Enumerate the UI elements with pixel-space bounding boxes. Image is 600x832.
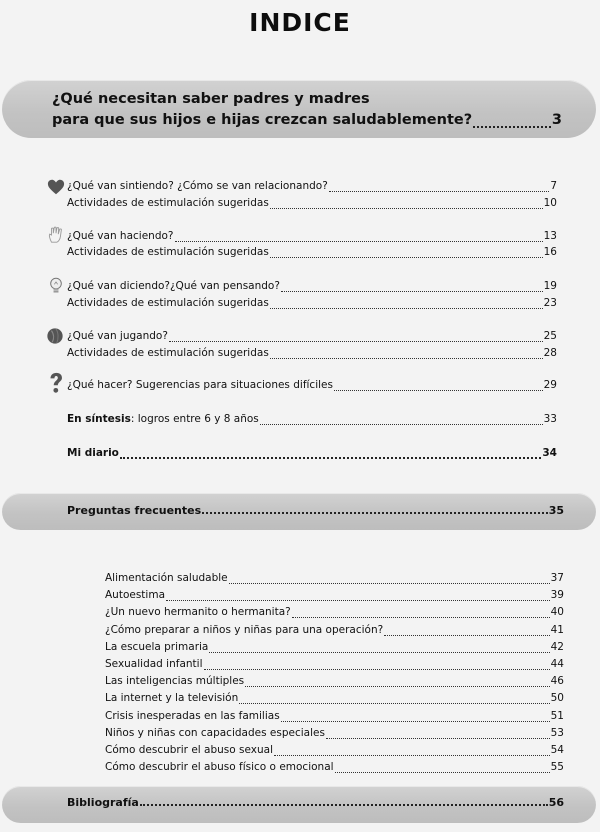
entry-label: Mi diario — [67, 447, 119, 459]
toc-entry[interactable] — [67, 180, 557, 195]
toc-entry-diary[interactable] — [67, 447, 557, 462]
page-number: 37 — [550, 572, 564, 584]
toc-entry-faq[interactable] — [67, 504, 564, 517]
page-number: 13 — [543, 230, 557, 242]
page-number: 55 — [550, 761, 564, 774]
toc-entry[interactable] — [67, 197, 557, 212]
entry-label: Actividades de estimulación sugeridas — [67, 246, 269, 258]
faq-entry[interactable] — [105, 589, 564, 604]
leader-dots — [204, 669, 550, 670]
leader-dots — [120, 457, 541, 459]
leader-dots — [334, 390, 543, 391]
page-title: INDICE — [249, 8, 351, 37]
main-section-line2: para que sus hijos e hijas crezcan saludablemente? — [52, 112, 473, 128]
page-number: 19 — [543, 280, 557, 292]
leader-dots — [270, 358, 543, 359]
entry-label: Cómo descubrir el abuso sexual — [105, 744, 273, 756]
faq-entry[interactable] — [105, 744, 564, 759]
entry-label: Preguntas frecuentes — [67, 504, 202, 517]
question-mark-icon — [47, 372, 65, 394]
page-number: 56 — [548, 796, 564, 809]
faq-entry[interactable] — [105, 727, 564, 742]
toc-entry[interactable] — [67, 280, 557, 295]
toc-entry-synthesis[interactable] — [67, 413, 557, 428]
leader-dots — [175, 241, 543, 242]
leader-dots — [260, 424, 543, 425]
entry-label: La escuela primaria — [105, 640, 209, 653]
toc-entry[interactable] — [67, 297, 557, 312]
entry-label: ¿Qué van jugando? — [67, 330, 168, 342]
page-number: 28 — [543, 347, 557, 359]
entry-label: Actividades de estimulación sugeridas — [67, 347, 269, 359]
entry-label: Actividades de estimulación sugeridas — [67, 197, 269, 209]
lightbulb-icon — [47, 277, 65, 295]
leader-dots — [270, 257, 543, 258]
entry-label: ¿Un nuevo hermanito o hermanita? — [105, 606, 291, 619]
toc-entry[interactable] — [67, 330, 557, 345]
faq-entry[interactable] — [105, 658, 564, 673]
page-number: 40 — [550, 606, 564, 619]
leader-dots — [245, 686, 549, 687]
entry-label: Alimentación saludable — [105, 572, 228, 584]
leader-dots — [292, 617, 550, 618]
hand-icon — [47, 226, 65, 244]
entry-label: Bibliografía — [67, 796, 139, 809]
entry-label: Niños y niñas con capacidades especiales — [105, 726, 325, 739]
page-number: 46 — [550, 675, 564, 688]
toc-entry[interactable] — [67, 347, 557, 362]
page-number: 29 — [543, 379, 557, 391]
synthesis-rest-label: : logros entre 6 y 8 años — [130, 413, 259, 425]
entry-label: Cómo descubrir el abuso físico o emocional — [105, 761, 334, 774]
page-number: 3 — [551, 112, 562, 128]
toc-entry[interactable] — [67, 379, 557, 394]
page-number: 51 — [550, 709, 564, 722]
entry-label: ¿Qué van diciendo?¿Qué van pensando? — [67, 280, 280, 292]
leader-dots — [270, 208, 543, 209]
page-number: 39 — [550, 589, 564, 602]
leader-dots — [209, 652, 549, 653]
faq-entry[interactable] — [105, 572, 564, 587]
entry-label: Sexualidad infantil — [105, 658, 203, 670]
leader-dots — [326, 738, 550, 739]
leader-dots — [169, 341, 543, 342]
leader-dots — [166, 600, 550, 601]
leader-dots — [335, 772, 550, 773]
heart-icon — [47, 178, 65, 196]
entry-label: ¿Cómo preparar a niños y niñas para una operación? — [105, 623, 384, 636]
toc-entry[interactable] — [67, 246, 557, 261]
faq-entry[interactable] — [105, 761, 564, 776]
leader-dots — [202, 512, 548, 514]
faq-entry[interactable] — [105, 710, 564, 725]
page-number: 54 — [550, 744, 564, 756]
leader-dots — [384, 635, 549, 636]
entry-label: Las inteligencias múltiples — [105, 675, 245, 688]
leader-dots — [274, 755, 550, 756]
page-number: 10 — [543, 197, 557, 209]
page-number: 50 — [550, 692, 564, 705]
leader-dots — [229, 583, 550, 584]
entry-label: ¿Qué van sintiendo? ¿Cómo se van relacionando? — [67, 180, 328, 192]
entry-label: ¿Qué van haciendo? — [67, 230, 174, 242]
leader-dots — [270, 308, 543, 309]
entry-label: ¿Qué hacer? Sugerencias para situaciones difíciles — [67, 379, 333, 391]
page-number: 25 — [543, 330, 557, 342]
page-number: 23 — [543, 297, 557, 309]
synthesis-bold-label: En síntesis — [67, 413, 131, 425]
faq-entry[interactable] — [105, 641, 564, 656]
leader-dots — [281, 291, 543, 292]
page-number: 41 — [550, 623, 564, 636]
entry-label: La internet y la televisión — [105, 692, 239, 705]
page-number: 53 — [550, 726, 564, 739]
faq-entry[interactable] — [105, 606, 564, 621]
page-number: 34 — [542, 447, 557, 459]
main-section-line1: ¿Qué necesitan saber padres y madres — [52, 91, 370, 107]
faq-entry[interactable] — [105, 692, 564, 707]
leader-dots — [281, 721, 550, 722]
page-number: 7 — [550, 180, 557, 192]
leader-dots — [239, 703, 549, 704]
entry-label: Crisis inesperadas en las familias — [105, 709, 280, 722]
leader-dots — [473, 126, 551, 128]
entry-label — [67, 413, 259, 425]
entry-label: Autoestima — [105, 589, 166, 602]
toc-entry-bibliography[interactable] — [67, 796, 564, 809]
toc-entry[interactable] — [67, 230, 557, 245]
page-number: 35 — [548, 504, 564, 517]
page-number: 42 — [550, 640, 564, 653]
faq-entry[interactable] — [105, 624, 564, 639]
main-section-entry[interactable] — [52, 89, 562, 131]
faq-entry[interactable] — [105, 675, 564, 690]
leader-dots — [140, 804, 548, 806]
page-number: 33 — [543, 413, 557, 425]
ball-icon — [46, 327, 64, 345]
page-number: 16 — [543, 246, 557, 258]
leader-dots — [329, 191, 550, 192]
page-number: 44 — [550, 658, 564, 670]
entry-label: Actividades de estimulación sugeridas — [67, 297, 269, 309]
